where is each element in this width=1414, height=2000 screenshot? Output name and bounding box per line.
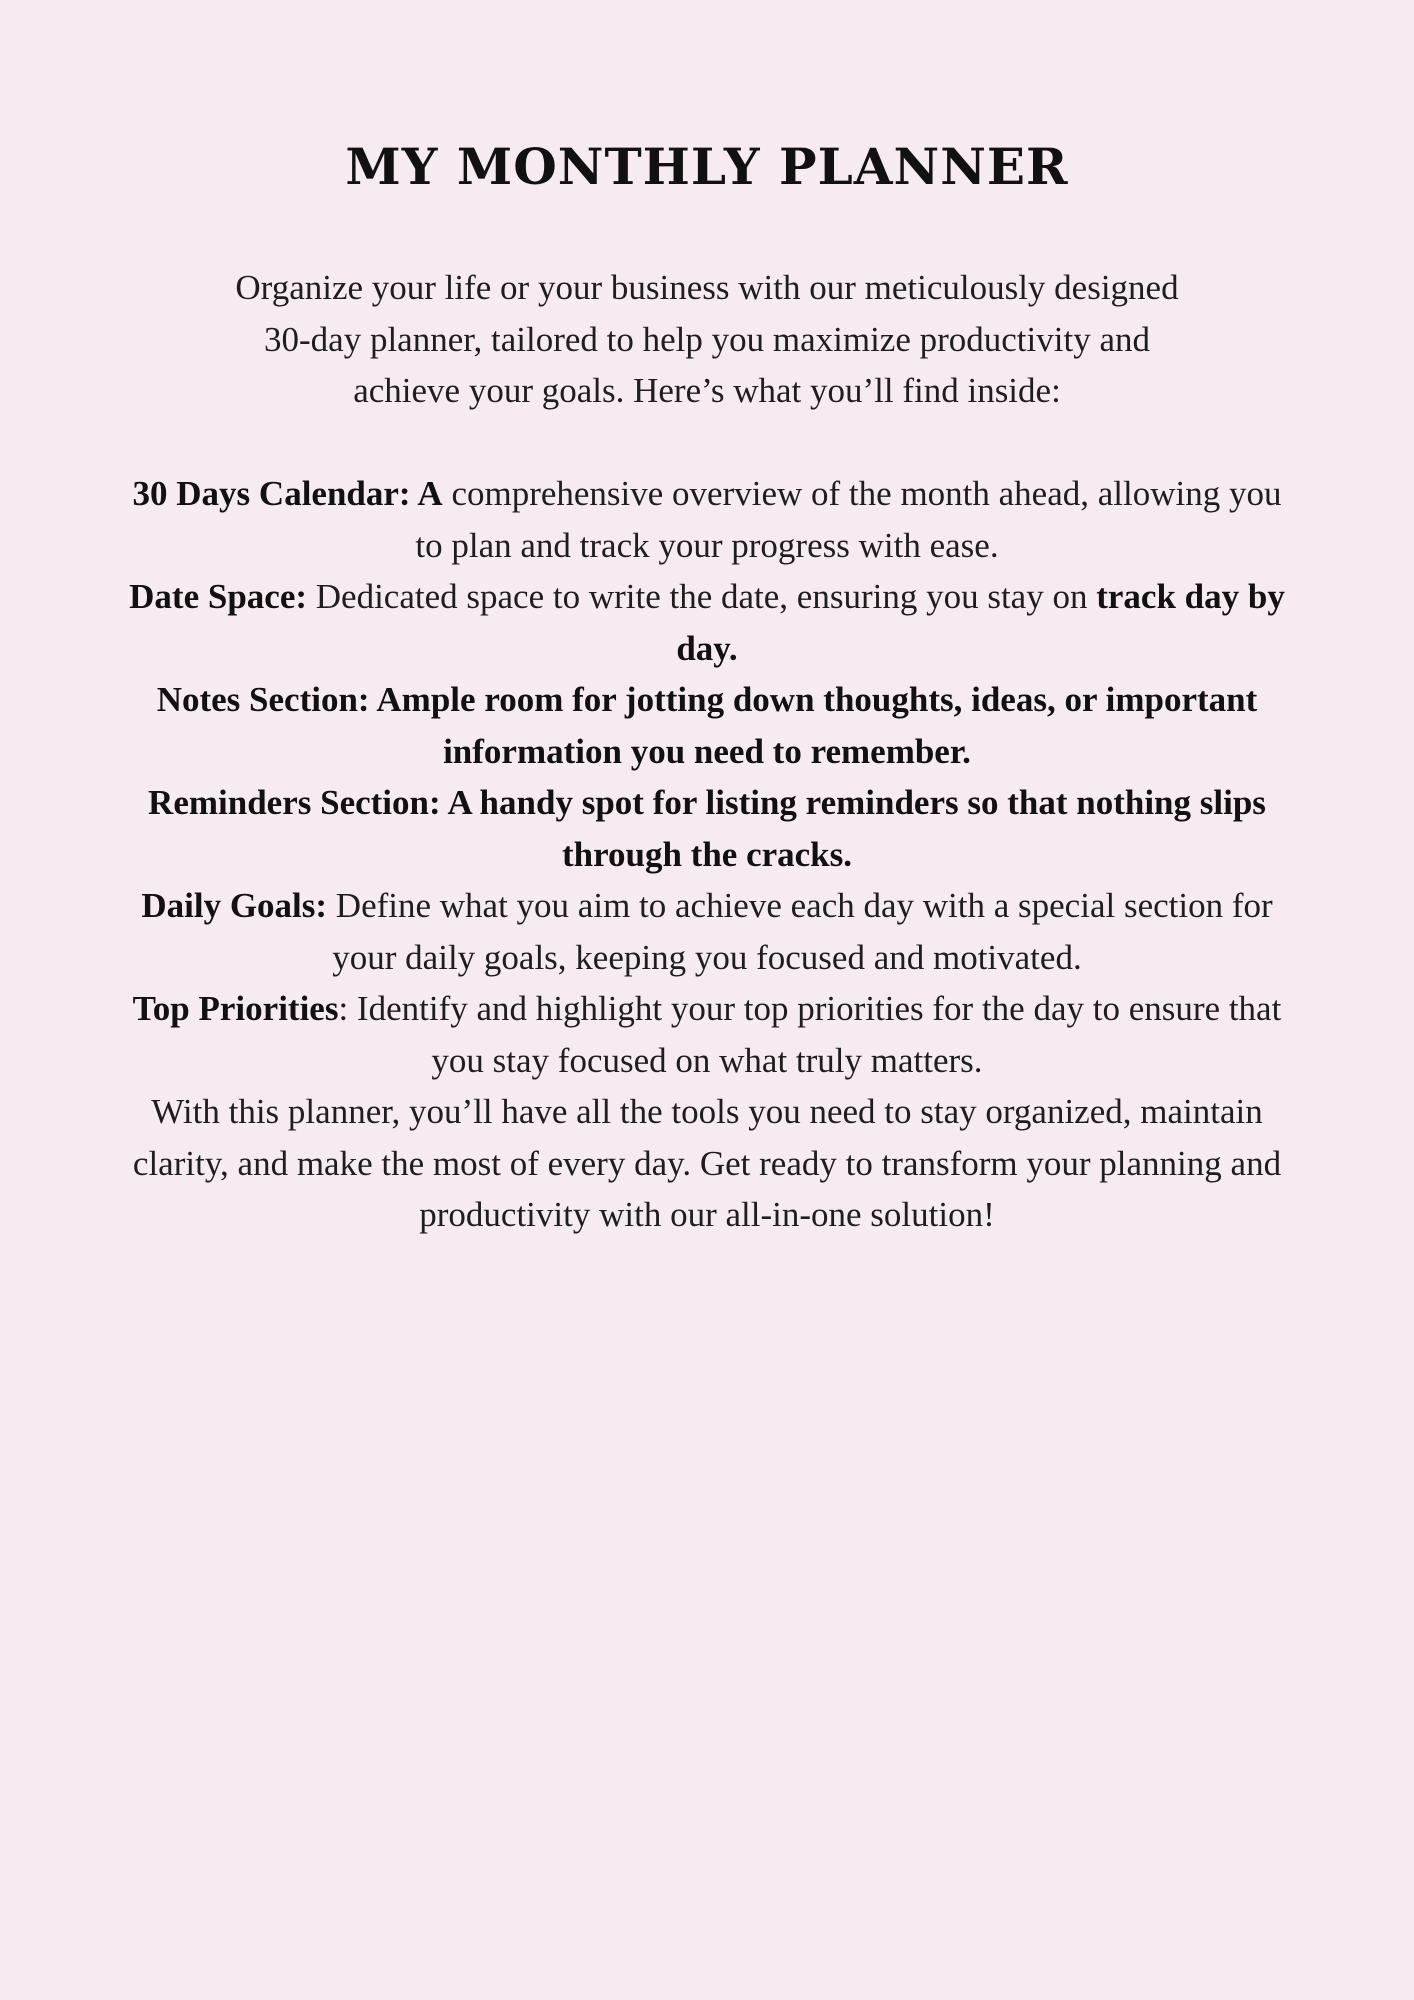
description-body bbox=[120, 262, 1294, 1241]
feature-date-space-tail: track day by day. bbox=[676, 577, 1285, 668]
feature-notes-text: Notes Section: Ample room for jotting down thoughts, ideas, or important information you need to remember. bbox=[156, 680, 1258, 771]
feature-daily-goals-label: Daily Goals: bbox=[141, 886, 328, 925]
feature-notes bbox=[120, 674, 1294, 777]
feature-calendar-text: comprehensive overview of the month ahead, allowing you to plan and track your progress with ease. bbox=[415, 474, 1282, 565]
feature-date-space bbox=[120, 571, 1294, 674]
intro-line-2: 30-day planner, tailored to help you maximize productivity and bbox=[264, 319, 1150, 359]
paragraph-spacer bbox=[120, 417, 1294, 469]
feature-calendar-label: 30 Days Calendar: bbox=[132, 474, 411, 513]
page-title: MY MONTHLY PLANNER bbox=[345, 137, 1069, 196]
feature-top-priorities bbox=[120, 983, 1294, 1086]
feature-date-space-text: Dedicated space to write the date, ensuring you stay on bbox=[307, 577, 1097, 616]
feature-reminders bbox=[120, 777, 1294, 880]
intro-paragraph bbox=[120, 262, 1294, 417]
feature-calendar-lead: A bbox=[410, 474, 443, 513]
feature-daily-goals bbox=[120, 880, 1294, 983]
feature-calendar bbox=[120, 468, 1294, 571]
intro-line-1: Organize your life or your business with our meticulously designed bbox=[235, 268, 1179, 307]
feature-top-priorities-text: : Identify and highlight your top priorities for the day to ensure that you stay focused on what truly matters. bbox=[338, 989, 1282, 1080]
feature-top-priorities-label: Top Priorities bbox=[132, 989, 339, 1028]
intro-line-3: achieve your goals. Here’s what you’ll find inside: bbox=[353, 371, 1061, 410]
feature-reminders-text: Reminders Section: A handy spot for listing reminders so that nothing slips through the cracks. bbox=[148, 783, 1266, 874]
feature-daily-goals-text: Define what you aim to achieve each day with a special section for your daily goals, keeping you focused and motivated. bbox=[327, 886, 1273, 977]
feature-date-space-label: Date Space: bbox=[129, 577, 308, 616]
closing-paragraph: With this planner, you’ll have all the tools you need to stay organized, maintain clarity, and make the most of every day. Get ready to transform your planning and productivity with our all-in-one solution! bbox=[132, 1092, 1282, 1234]
